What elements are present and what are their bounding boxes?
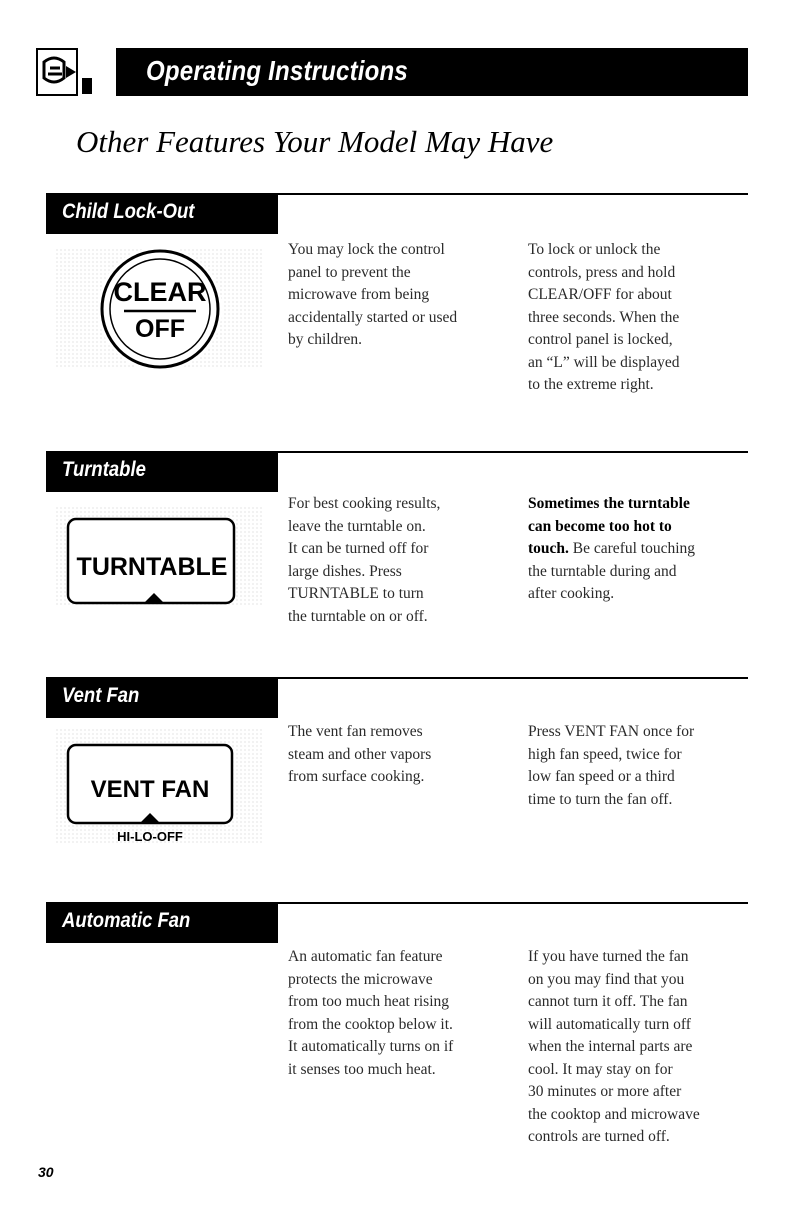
button-label-clear: CLEAR xyxy=(113,277,207,307)
button-sublabel-hi-lo-off: HI-LO-OFF xyxy=(117,829,183,844)
section-label: Vent Fan xyxy=(46,677,278,718)
section-text-col2: If you have turned the fan on you may find that you cannot turn it off. The fan will automatically turn off when the internal parts are cool. It may stay on for 30 minutes or more after the cooktop and microwave controls are turned off. xyxy=(528,948,700,1145)
clear-off-button-illustration xyxy=(56,249,262,399)
page-number: 30 xyxy=(38,1164,54,1180)
page-subtitle: Other Features Your Model May Have xyxy=(76,124,554,159)
section-text-col1: You may lock the control panel to prevent the microwave from being accidentally started or used by children. xyxy=(288,241,458,348)
vent-fan-button-illustration xyxy=(56,729,262,879)
section-text-col2: Sometimes the turntable can become too hot to touch. Be careful touching the turntable during and after cooking. xyxy=(528,495,696,602)
page-title: Operating Instructions xyxy=(146,55,409,86)
section-text-col1: The vent fan removes steam and other vapors from surface cooking. xyxy=(288,723,432,785)
section-text-col1: An automatic fan feature protects the microwave from too much heat rising from the cooktop below it. It automatically turns on if it senses too much heat. xyxy=(288,948,454,1078)
section-rule xyxy=(278,451,748,453)
section-text-col2: Press VENT FAN once for high fan speed, twice for low fan speed or a third time to turn the fan off. xyxy=(528,723,695,808)
section-text-col1: For best cooking results, leave the turntable on. It can be turned off for large dishes. Press TURNTABLE to turn the turntable on or off. xyxy=(288,495,441,625)
section-label: Turntable xyxy=(46,451,278,492)
button-label-vent-fan: VENT FAN xyxy=(90,776,210,803)
section-rule xyxy=(278,193,748,195)
section-label: Child Lock-Out xyxy=(46,193,278,234)
turntable-button-illustration xyxy=(56,507,262,657)
section-text-col2: To lock or unlock the controls, press and hold CLEAR/OFF for about three seconds. When the control panel is locked, an “L” will be displayed to the extreme right. xyxy=(528,241,680,393)
section-rule xyxy=(278,677,748,679)
button-label-turntable: TURNTABLE xyxy=(76,553,228,581)
microwave-icon xyxy=(36,48,94,96)
button-label-off: OFF xyxy=(135,315,185,343)
section-rule xyxy=(278,902,748,904)
section-label: Automatic Fan xyxy=(46,902,278,943)
